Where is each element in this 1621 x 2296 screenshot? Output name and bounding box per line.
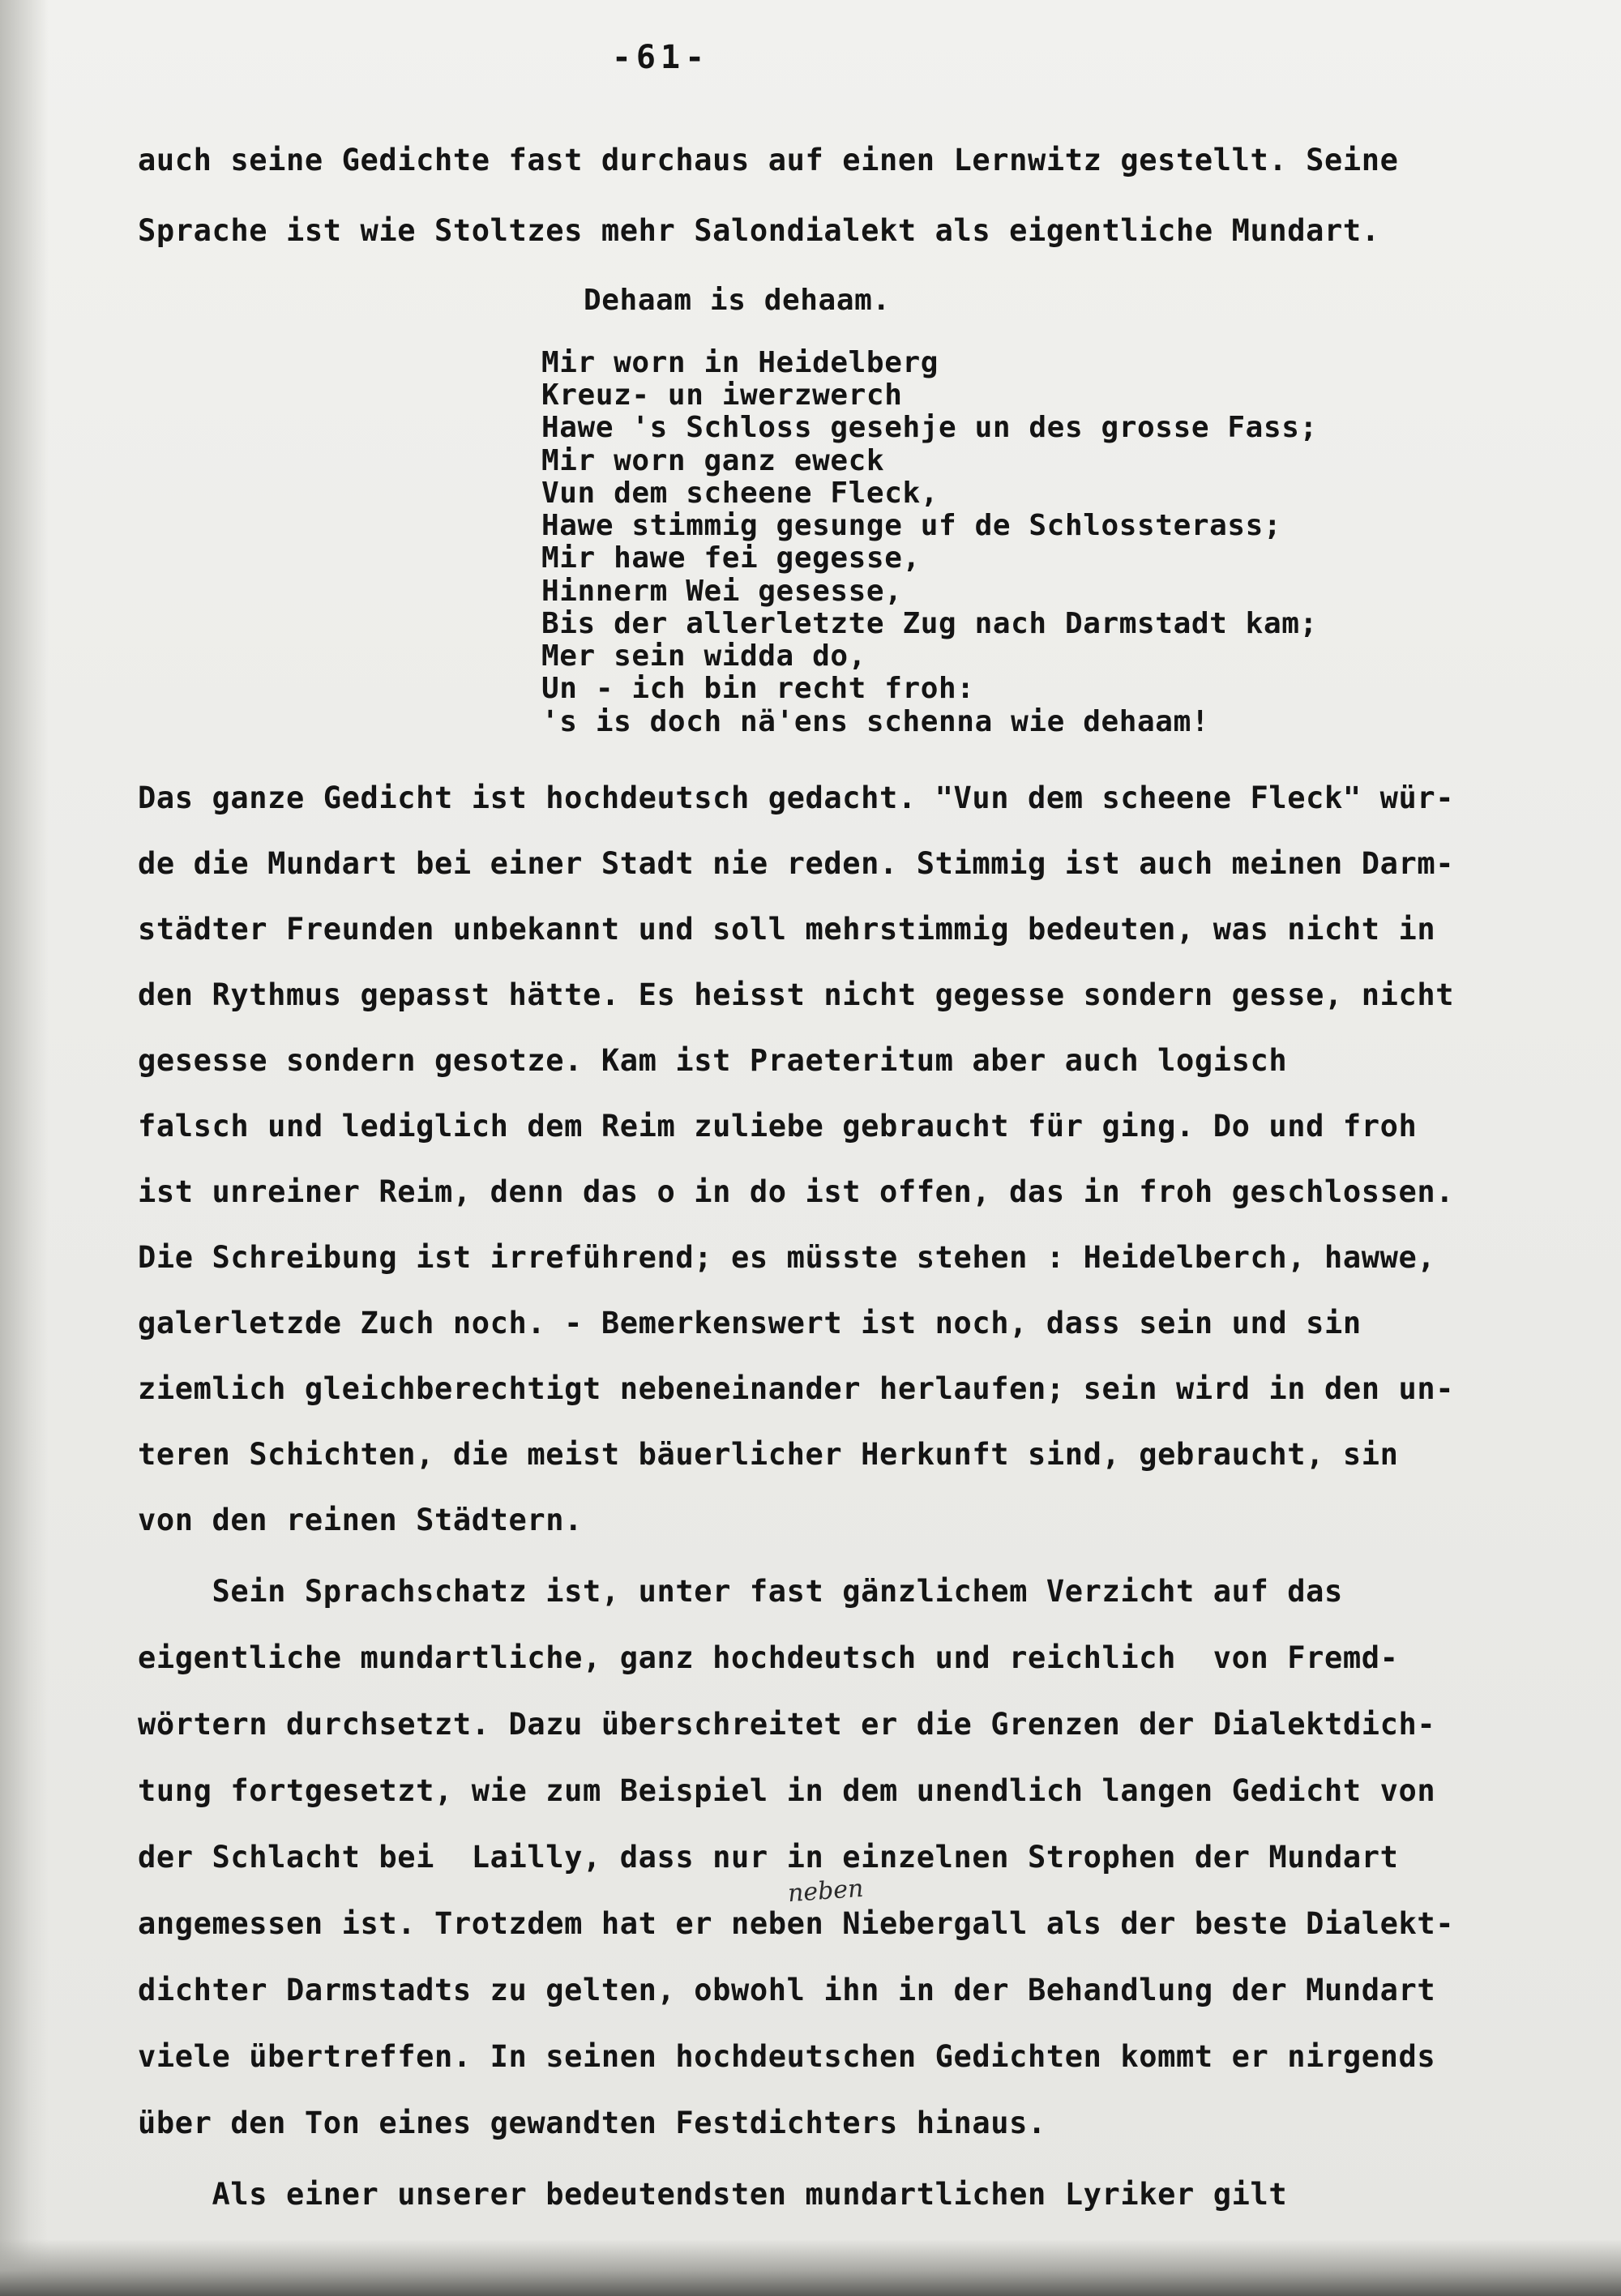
paragraph-line: Das ganze Gedicht ist hochdeutsch gedacht. "Vun dem scheene Fleck" wür- — [138, 780, 1455, 815]
intro-line: Sprache ist wie Stoltzes mehr Salondialekt als eigentliche Mundart. — [138, 213, 1380, 248]
paragraph-line: tung fortgesetzt, wie zum Beispiel in dem unendlich langen Gedicht von — [138, 1773, 1436, 1808]
poem-line: Hinnerm Wei gesesse, — [541, 575, 903, 608]
paragraph-line: galerletzde Zuch noch. - Bemerkenswert ist noch, dass sein und sin — [138, 1306, 1362, 1340]
poem-line: Hawe stimmig gesunge uf de Schlossterass; — [541, 509, 1282, 542]
paragraph-line: den Rythmus gepasst hätte. Es heisst nicht gegesse sondern gesse, nicht — [138, 977, 1455, 1012]
paragraph-line: der Schlacht bei Lailly, dass nur in einzelnen Strophen der Mundart — [138, 1840, 1399, 1875]
poem-line: Mer sein widda do, — [541, 639, 866, 673]
poem-line: Un - ich bin recht froh: — [541, 672, 975, 705]
closing-line: Als einer unserer bedeutendsten mundartlichen Lyriker gilt — [138, 2177, 1288, 2212]
paragraph-line: teren Schichten, die meist bäuerlicher Herkunft sind, gebraucht, sin — [138, 1437, 1399, 1472]
page-number: -61- — [611, 39, 710, 76]
paragraph-line: de die Mundart bei einer Stadt nie reden. Stimmig ist auch meinen Darm- — [138, 846, 1455, 881]
poem-line: Mir hawe fei gegesse, — [541, 541, 921, 575]
handwritten-insertion: neben — [786, 1874, 865, 1909]
intro-line: auch seine Gedichte fast durchaus auf einen Lernwitz gestellt. Seine — [138, 143, 1399, 177]
paragraph-line: Die Schreibung ist irreführend; es müsste stehen : Heidelberch, hawwe, — [138, 1240, 1436, 1275]
paragraph-line: ziemlich gleichberechtigt nebeneinander herlaufen; sein wird in den un- — [138, 1371, 1455, 1406]
paragraph-line: städter Freunden unbekannt und soll mehrstimmig bedeuten, was nicht in — [138, 912, 1436, 947]
paragraph-line: eigentliche mundartliche, ganz hochdeutsch und reichlich von Fremd- — [138, 1640, 1399, 1675]
paragraph-line: von den reinen Städtern. — [138, 1503, 584, 1537]
poem-line: 's is doch nä'ens schenna wie dehaam! — [541, 705, 1210, 738]
poem-line: Hawe 's Schloss gesehje un des grosse Fass; — [541, 411, 1318, 444]
paragraph-line: wörtern durchsetzt. Dazu überschreitet er die Grenzen der Dialektdich- — [138, 1707, 1436, 1742]
poem-line: Kreuz- un iwerzwerch — [541, 378, 903, 412]
paragraph-line: gesesse sondern gesotze. Kam ist Praeteritum aber auch logisch — [138, 1043, 1288, 1078]
poem-line: Mir worn in Heidelberg — [541, 346, 939, 379]
poem-line: Vun dem scheene Fleck, — [541, 477, 939, 510]
poem-line: Mir worn ganz eweck — [541, 444, 885, 477]
scan-shadow-bottom — [0, 2239, 1621, 2296]
paragraph-line: angemessen ist. Trotzdem hat er neben Niebergall als der beste Dialekt- — [138, 1906, 1455, 1941]
paragraph-line: Sein Sprachschatz ist, unter fast gänzlichem Verzicht auf das — [138, 1574, 1343, 1609]
paragraph-line: dichter Darmstadts zu gelten, obwohl ihn in der Behandlung der Mundart — [138, 1973, 1436, 2007]
poem-title: Dehaam is dehaam. — [584, 284, 891, 317]
paragraph-line: über den Ton eines gewandten Festdichters hinaus. — [138, 2106, 1046, 2140]
paragraph-line: viele übertreffen. In seinen hochdeutschen Gedichten kommt er nirgends — [138, 2039, 1436, 2074]
scan-shadow-left — [0, 0, 49, 2296]
paragraph-line: falsch und lediglich dem Reim zuliebe gebraucht für ging. Do und froh — [138, 1109, 1418, 1144]
poem-line: Bis der allerletzte Zug nach Darmstadt kam; — [541, 607, 1318, 640]
paragraph-line: ist unreiner Reim, denn das o in do ist offen, das in froh geschlossen. — [138, 1174, 1455, 1209]
